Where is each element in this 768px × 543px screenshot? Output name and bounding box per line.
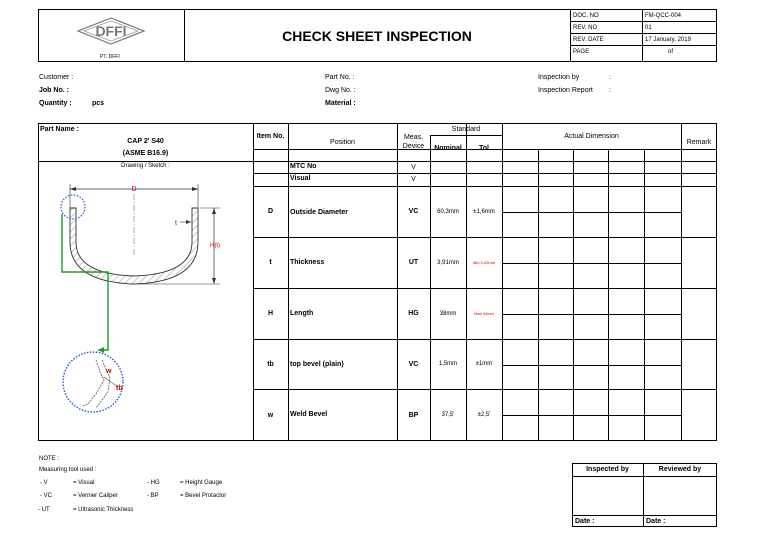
cap-drawing xyxy=(38,172,253,440)
part-name-label: Part Name : xyxy=(40,126,79,133)
row-tol: ±1mm xyxy=(475,361,493,367)
rev-date-value: 17 January, 2019 xyxy=(645,37,691,43)
reviewed-by-label: Reviewed by xyxy=(658,466,702,473)
row-item: t xyxy=(269,259,272,266)
quantity-label: Quantity : xyxy=(39,100,72,107)
row-nominal: 1,5mm xyxy=(438,361,458,367)
page-value: of xyxy=(668,49,674,55)
col-device-header: Meas. Device xyxy=(402,134,425,150)
dim-h-label: H(t) xyxy=(210,243,220,249)
row-device: HG xyxy=(408,310,419,317)
row-device: VC xyxy=(408,208,419,215)
tool-desc: = Bevel Protactor xyxy=(180,493,227,499)
inspection-report-label: Inspection Report xyxy=(538,87,593,94)
row-mtc-device: V xyxy=(411,163,416,171)
inspected-date-label: Date : xyxy=(575,518,595,525)
tool-desc: = Visual xyxy=(73,480,95,486)
company-name: PT. DFFI xyxy=(100,54,120,60)
rev-no-label: REV. NO xyxy=(573,25,598,31)
tool-code: - UT xyxy=(38,507,50,513)
rev-date-label: REV. DATE xyxy=(573,37,604,43)
row-item: D xyxy=(267,208,274,215)
row-position: top bevel (plain) xyxy=(290,361,344,368)
note-label: NOTE : xyxy=(39,456,60,462)
tool-code: - HG xyxy=(147,480,160,486)
row-position: Outside Diameter xyxy=(290,209,348,216)
logo-text: DFFI xyxy=(95,23,127,39)
inspection-by-label: Inspection by xyxy=(538,74,580,81)
tool-desc: = Ultrasonic Thickness xyxy=(73,507,134,513)
col-item-header: Item No. xyxy=(256,132,285,140)
job-no-label: Job No. : xyxy=(39,87,69,94)
col-tol-header: Tol xyxy=(479,144,489,152)
quantity-unit: pcs xyxy=(92,100,105,107)
tool-code: - BP xyxy=(147,493,159,499)
dim-tb-label: tb xyxy=(116,385,123,392)
dim-w-label: w xyxy=(106,368,112,375)
col-position-header: Position xyxy=(330,138,355,146)
row-nominal: 3,91mm xyxy=(437,259,459,266)
row-device: VC xyxy=(408,360,419,368)
row-tol: ±1,6mm xyxy=(473,208,495,215)
row-item: w xyxy=(267,411,274,419)
row-tol: ±2,5' xyxy=(477,412,491,418)
page-title: CHECK SHEET INSPECTION xyxy=(282,27,472,44)
material-label: Material : xyxy=(325,100,356,107)
row-nominal: 38mm xyxy=(439,310,457,317)
col-nominal-header: Nominal xyxy=(434,144,462,152)
doc-no-label: DOC. NO xyxy=(573,13,599,19)
dwg-no-label: Dwg No. : xyxy=(325,87,356,94)
inspected-by-label: Inspected by xyxy=(586,466,629,473)
row-device: UT xyxy=(408,259,419,266)
company-logo xyxy=(76,17,146,47)
inspection-by-colon: : xyxy=(609,74,611,81)
customer-label: Customer : xyxy=(39,74,74,81)
tool-code: - V xyxy=(40,480,48,486)
rev-no-value: 01 xyxy=(645,25,652,31)
doc-no-value: FM-QCC-004 xyxy=(645,13,682,19)
tool-desc: = Height Gauge xyxy=(180,480,223,486)
tool-desc: = Vernier Caliper xyxy=(73,493,118,499)
page-label: PAGE xyxy=(573,49,590,55)
dim-d-label: D xyxy=(131,186,137,193)
dim-t-label: t xyxy=(175,220,177,227)
col-remark-header: Remark xyxy=(686,138,712,146)
part-name: CAP 2' S40 xyxy=(127,138,164,145)
reviewed-date-label: Date : xyxy=(646,518,666,525)
row-visual-device: V xyxy=(411,176,416,183)
row-item: tb xyxy=(267,360,274,368)
row-position: Length xyxy=(290,310,314,317)
inspection-report-colon: : xyxy=(609,87,611,94)
row-device: BP xyxy=(408,411,419,419)
col-actual-header: Actual Dimension xyxy=(564,132,619,140)
row-nominal: 60,3mm xyxy=(437,208,459,215)
row-tol: Max 44mm xyxy=(474,311,494,316)
tools-label: Measuring tool used : xyxy=(39,467,97,473)
drawing-label: Drawing / Sketch : xyxy=(121,163,170,169)
row-tol: Min 3,42mm xyxy=(472,260,495,265)
row-mtc-position: MTC No xyxy=(290,163,317,170)
row-position: Thickness xyxy=(290,259,325,266)
row-item: H xyxy=(267,310,274,317)
part-standard: (ASME B16.9) xyxy=(122,150,169,157)
row-position: Weld Bevel xyxy=(290,411,328,418)
row-nominal: 37,5' xyxy=(441,412,455,418)
row-visual-position: Visual xyxy=(290,175,311,182)
tool-code: - VC xyxy=(40,493,52,499)
col-standard-header: Standard xyxy=(451,125,481,133)
part-no-label: Part No. : xyxy=(325,74,355,81)
